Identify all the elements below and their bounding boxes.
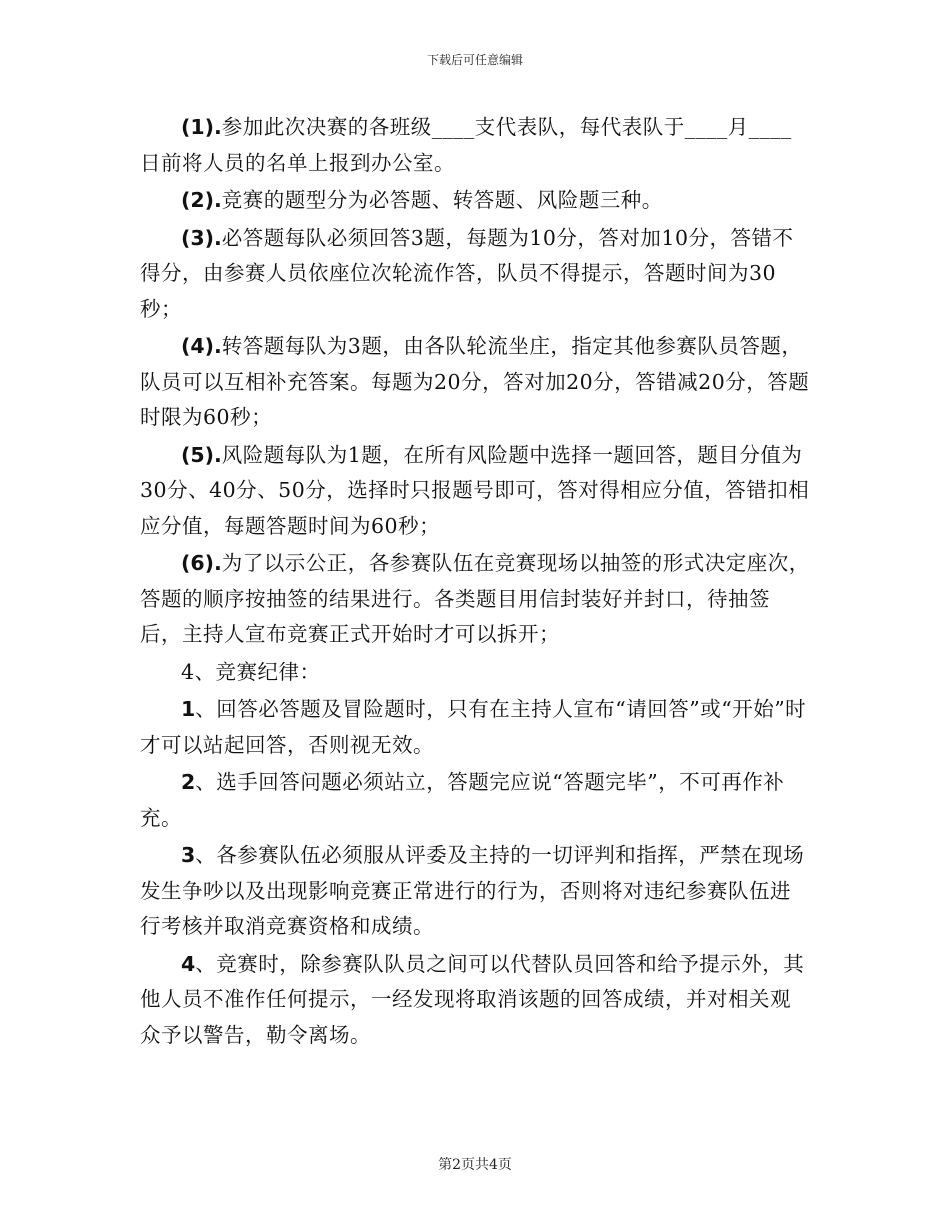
item-text: 必答题每队必须回答3题，每题为10分，答对加10分，答错不得分，由参赛人员依座位次轮流作答，队员不得提示，答题时间为30秒； — [140, 225, 794, 321]
discipline-item-2 — [140, 765, 810, 836]
item-text: 、竞赛时，除参赛队队员之间可以代替队员回答和给予提示外，其他人员不准作任何提示，一经发现将取消该题的回答成绩，并对相关观众予以警告，勒令离场。 — [140, 951, 805, 1047]
item-number: (6). — [181, 551, 222, 575]
item-number: (1). — [181, 115, 222, 139]
discipline-item-4 — [140, 947, 810, 1054]
item-number: (2). — [181, 188, 222, 212]
item-text: 转答题每队为3题，由各队轮流坐庄，指定其他参赛队员答题，队员可以互相补充答案。每题为20分，答对加20分，答错减20分，答题时限为60秒； — [140, 334, 810, 429]
rule-item-4 — [140, 329, 810, 436]
discipline-item-3 — [140, 838, 810, 945]
document-body — [140, 110, 810, 1055]
item-number: (3). — [181, 225, 222, 250]
page-footer: 第2页共4页 — [438, 1157, 512, 1173]
item-text: 参加此次决赛的各班级____支代表队，每代表队于____月____日前将人员的名单上报到办公室。 — [140, 115, 792, 175]
page-header: 下载后可任意编辑 — [426, 53, 523, 67]
rule-item-3 — [140, 221, 810, 328]
item-text: 为了以示公正，各参赛队伍在竞赛现场以抽签的形式决定座次，答题的顺序按抽签的结果进行。各类题目用信封装好并封口，待抽签后，主持人宣布竞赛正式开始时才可以拆开； — [140, 551, 810, 646]
discipline-item-1 — [140, 692, 810, 763]
item-number: (5). — [181, 442, 222, 467]
item-number: (4). — [181, 334, 222, 358]
item-number: 3 — [181, 843, 196, 867]
item-number: 1 — [181, 697, 196, 721]
item-number: 2 — [181, 770, 196, 794]
item-text: 、选手回答问题必须站立，答题完应说“答题完毕”，不可再作补充。 — [140, 770, 785, 830]
rule-item-6 — [140, 546, 810, 653]
item-text: 、各参赛队伍必须服从评委及主持的一切评判和指挥，严禁在现场发生争吵以及出现影响竞赛正常进行的行为，否则将对违纪参赛队伍进行考核并取消竞赛资格和成绩。 — [140, 843, 805, 938]
rule-item-5 — [140, 438, 810, 545]
rule-item-2 — [140, 183, 810, 219]
item-text: 、回答必答题及冒险题时，只有在主持人宣布“请回答”或“开始”时才可以站起回答，否则视无效。 — [140, 697, 807, 757]
section-heading-discipline — [140, 655, 810, 691]
item-text: 竞赛的题型分为必答题、转答题、风险题三种。 — [221, 188, 663, 212]
rule-item-1 — [140, 110, 810, 181]
item-text: 4、竞赛纪律： — [181, 659, 321, 684]
item-text: 风险题每队为1题，在所有风险题中选择一题回答，题目分值为30分、40分、50分，选择时只报题号即可，答对得相应分值，答错扣相应分值，每题答题时间为60秒； — [140, 442, 810, 538]
item-number: 4 — [181, 951, 196, 976]
